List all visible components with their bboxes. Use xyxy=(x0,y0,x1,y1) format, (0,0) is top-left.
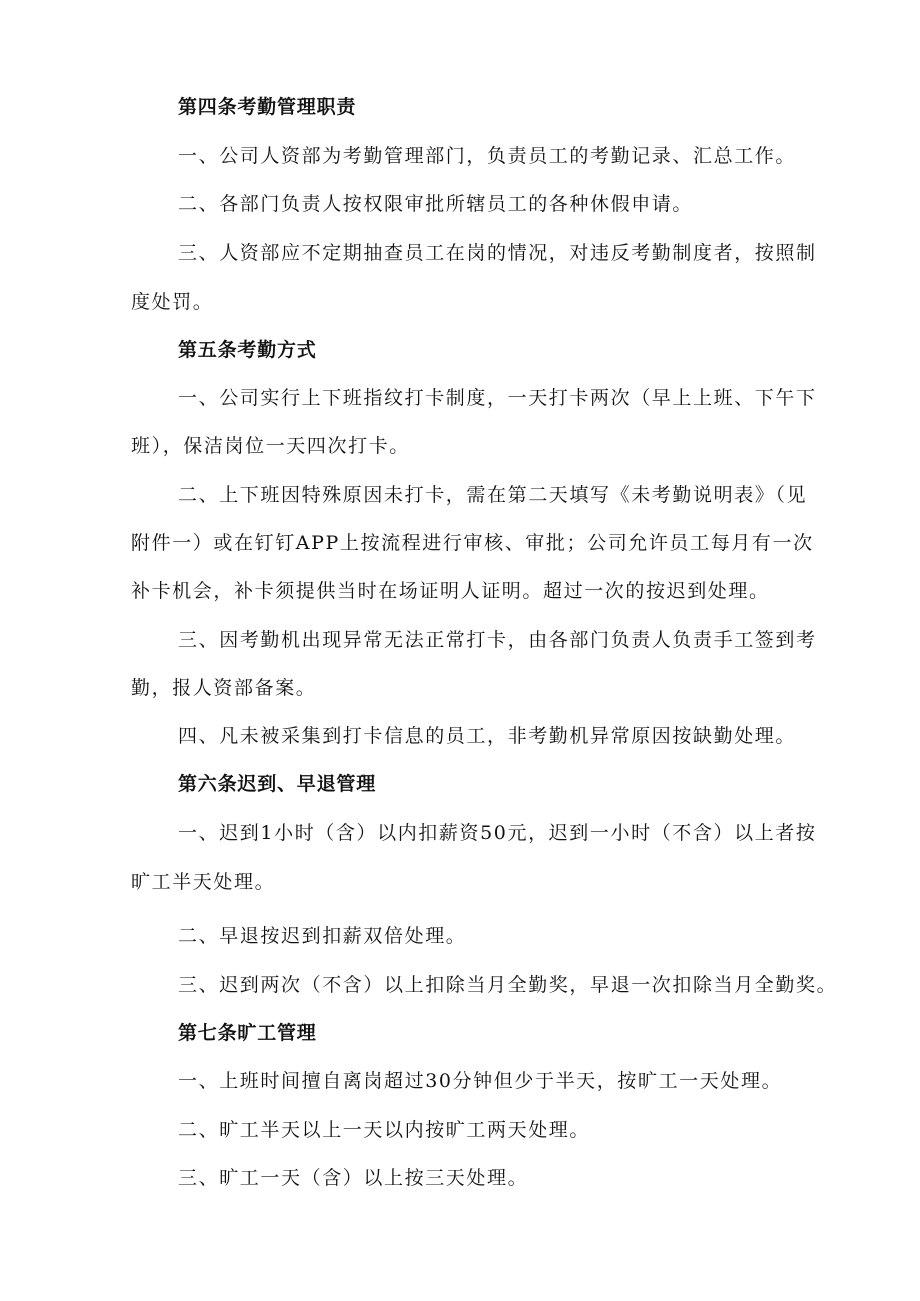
section-5-heading: 第五条考勤方式 xyxy=(178,339,317,361)
section-4-para-3-line-2: 度处罚。 xyxy=(131,291,214,313)
section-4-para-2-line-1: 二、各部门负责人按权限审批所辖员工的各种休假申请。 xyxy=(178,193,694,215)
section-6-para-1-line-1: 一、迟到1小时（含）以内扣薪资50元，迟到一小时（不含）以上者按 xyxy=(178,822,817,844)
section-5-para-4-line-1: 四、凡未被采集到打卡信息的员工，非考勤机异常原因按缺勤处理。 xyxy=(178,725,797,747)
section-7-para-2-line-1: 二、旷工半天以上一天以内按旷工两天处理。 xyxy=(178,1119,591,1141)
section-5-para-2-line-3: 补卡机会，补卡须提供当时在场证明人证明。超过一次的按迟到处理。 xyxy=(131,580,770,602)
section-5-para-3-line-1: 三、因考勤机出现异常无法正常打卡，由各部门负责人负责手工签到考 xyxy=(178,629,817,651)
section-4-para-1-line-1: 一、公司人资部为考勤管理部门，负责员工的考勤记录、汇总工作。 xyxy=(178,145,797,167)
section-5-para-2-line-2: 附件一）或在钉钉APP上按流程进行审核、审批；公司允许员工每月有一次 xyxy=(131,532,814,554)
section-4-para-3-line-1: 三、人资部应不定期抽查员工在岗的情况，对违反考勤制度者，按照制 xyxy=(178,242,817,264)
section-6-para-2-line-1: 二、早退按迟到扣薪双倍处理。 xyxy=(178,925,467,947)
section-6-heading: 第六条迟到、早退管理 xyxy=(178,773,377,795)
section-5-para-1-line-1: 一、公司实行上下班指纹打卡制度，一天打卡两次（早上上班、下午下 xyxy=(178,387,817,409)
section-7-para-1-line-1: 一、上班时间擅自离岗超过30分钟但少于半天，按旷工一天处理。 xyxy=(178,1070,783,1092)
section-7-para-3-line-1: 三、旷工一天（含）以上按三天处理。 xyxy=(178,1167,529,1189)
section-5-para-3-line-2: 勤，报人资部备案。 xyxy=(131,677,317,699)
section-6-para-1-line-2: 旷工半天处理。 xyxy=(131,871,276,893)
section-7-heading: 第七条旷工管理 xyxy=(178,1022,317,1044)
section-5-para-2-line-1: 二、上下班因特殊原因未打卡，需在第二天填写《未考勤说明表》（见 xyxy=(178,484,808,506)
section-4-heading: 第四条考勤管理职责 xyxy=(178,96,357,118)
section-6-para-3-line-1: 三、迟到两次（不含）以上扣除当月全勤奖，早退一次扣除当月全勤奖。 xyxy=(178,974,838,996)
section-5-para-1-line-2: 班），保洁岗位一天四次打卡。 xyxy=(131,435,410,457)
